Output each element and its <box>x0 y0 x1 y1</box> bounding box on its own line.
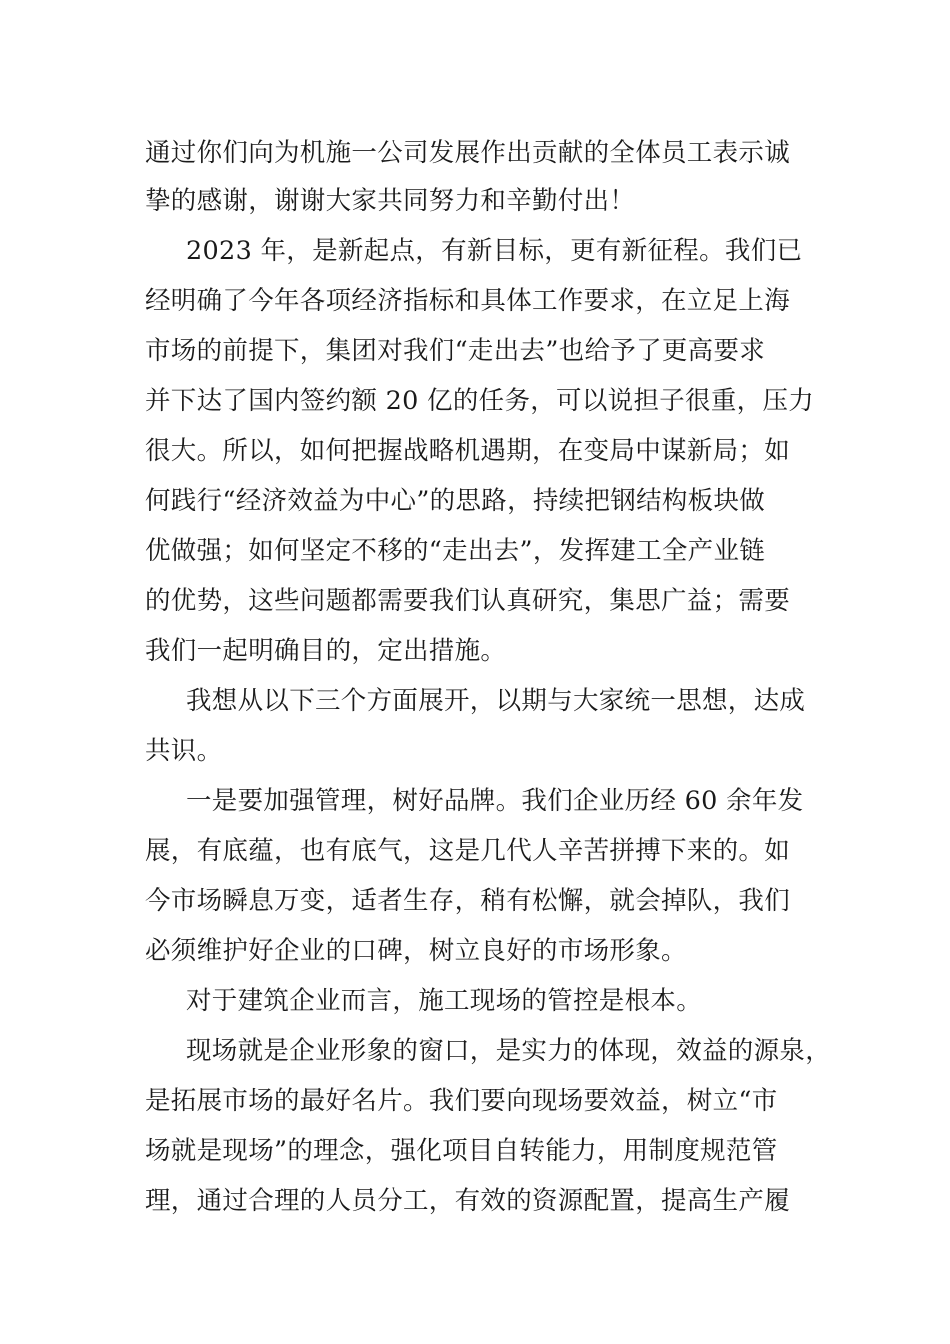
text-line: 通过你们向为机施一公司发展作出贡献的全体员工表示诚 <box>145 138 791 168</box>
text-line: 我们一起明确目的，定出措施。 <box>145 636 507 666</box>
text-line: 共识。 <box>145 736 223 766</box>
paragraph-first-line: 现场就是企业形象的窗口，是实力的体现，效益的源泉， <box>186 1036 832 1066</box>
text-line: 何践行“经济效益为中心”的思路，持续把钢结构板块做 <box>145 486 766 516</box>
text-line: 理，通过合理的人员分工，有效的资源配置，提高生产履 <box>145 1186 791 1216</box>
paragraph-first-line: 2023 年，是新起点，有新目标，更有新征程。我们已 <box>186 236 803 266</box>
text-line: 的优势，这些问题都需要我们认真研究，集思广益；需要 <box>145 586 791 616</box>
text-line: 很大。所以，如何把握战略机遇期，在变局中谋新局；如 <box>145 436 791 466</box>
text-line: 挚的感谢，谢谢大家共同努力和辛勤付出！ <box>145 186 636 216</box>
paragraph-first-line: 对于建筑企业而言，施工现场的管控是根本。 <box>186 986 703 1016</box>
text-line: 场就是现场”的理念，强化项目自转能力，用制度规范管 <box>145 1136 778 1166</box>
text-line: 并下达了国内签约额 20 亿的任务，可以说担子很重，压力 <box>145 386 815 416</box>
paragraph-first-line: 我想从以下三个方面展开，以期与大家统一思想，达成 <box>186 686 806 716</box>
text-line: 今市场瞬息万变，适者生存，稍有松懈，就会掉队，我们 <box>145 886 791 916</box>
text-line: 展，有底蕴，也有底气，这是几代人辛苦拼搏下来的。如 <box>145 836 791 866</box>
text-line: 优做强；如何坚定不移的“走出去”，发挥建工全产业链 <box>145 536 766 566</box>
text-line: 是拓展市场的最好名片。我们要向现场要效益，树立“市 <box>145 1086 778 1116</box>
paragraph-first-line: 一是要加强管理，树好品牌。我们企业历经 60 余年发 <box>186 786 804 816</box>
text-line: 市场的前提下，集团对我们“走出去”也给予了更高要求 <box>145 336 766 366</box>
text-line: 经明确了今年各项经济指标和具体工作要求，在立足上海 <box>145 286 791 316</box>
text-line: 必须维护好企业的口碑，树立良好的市场形象。 <box>145 936 687 966</box>
